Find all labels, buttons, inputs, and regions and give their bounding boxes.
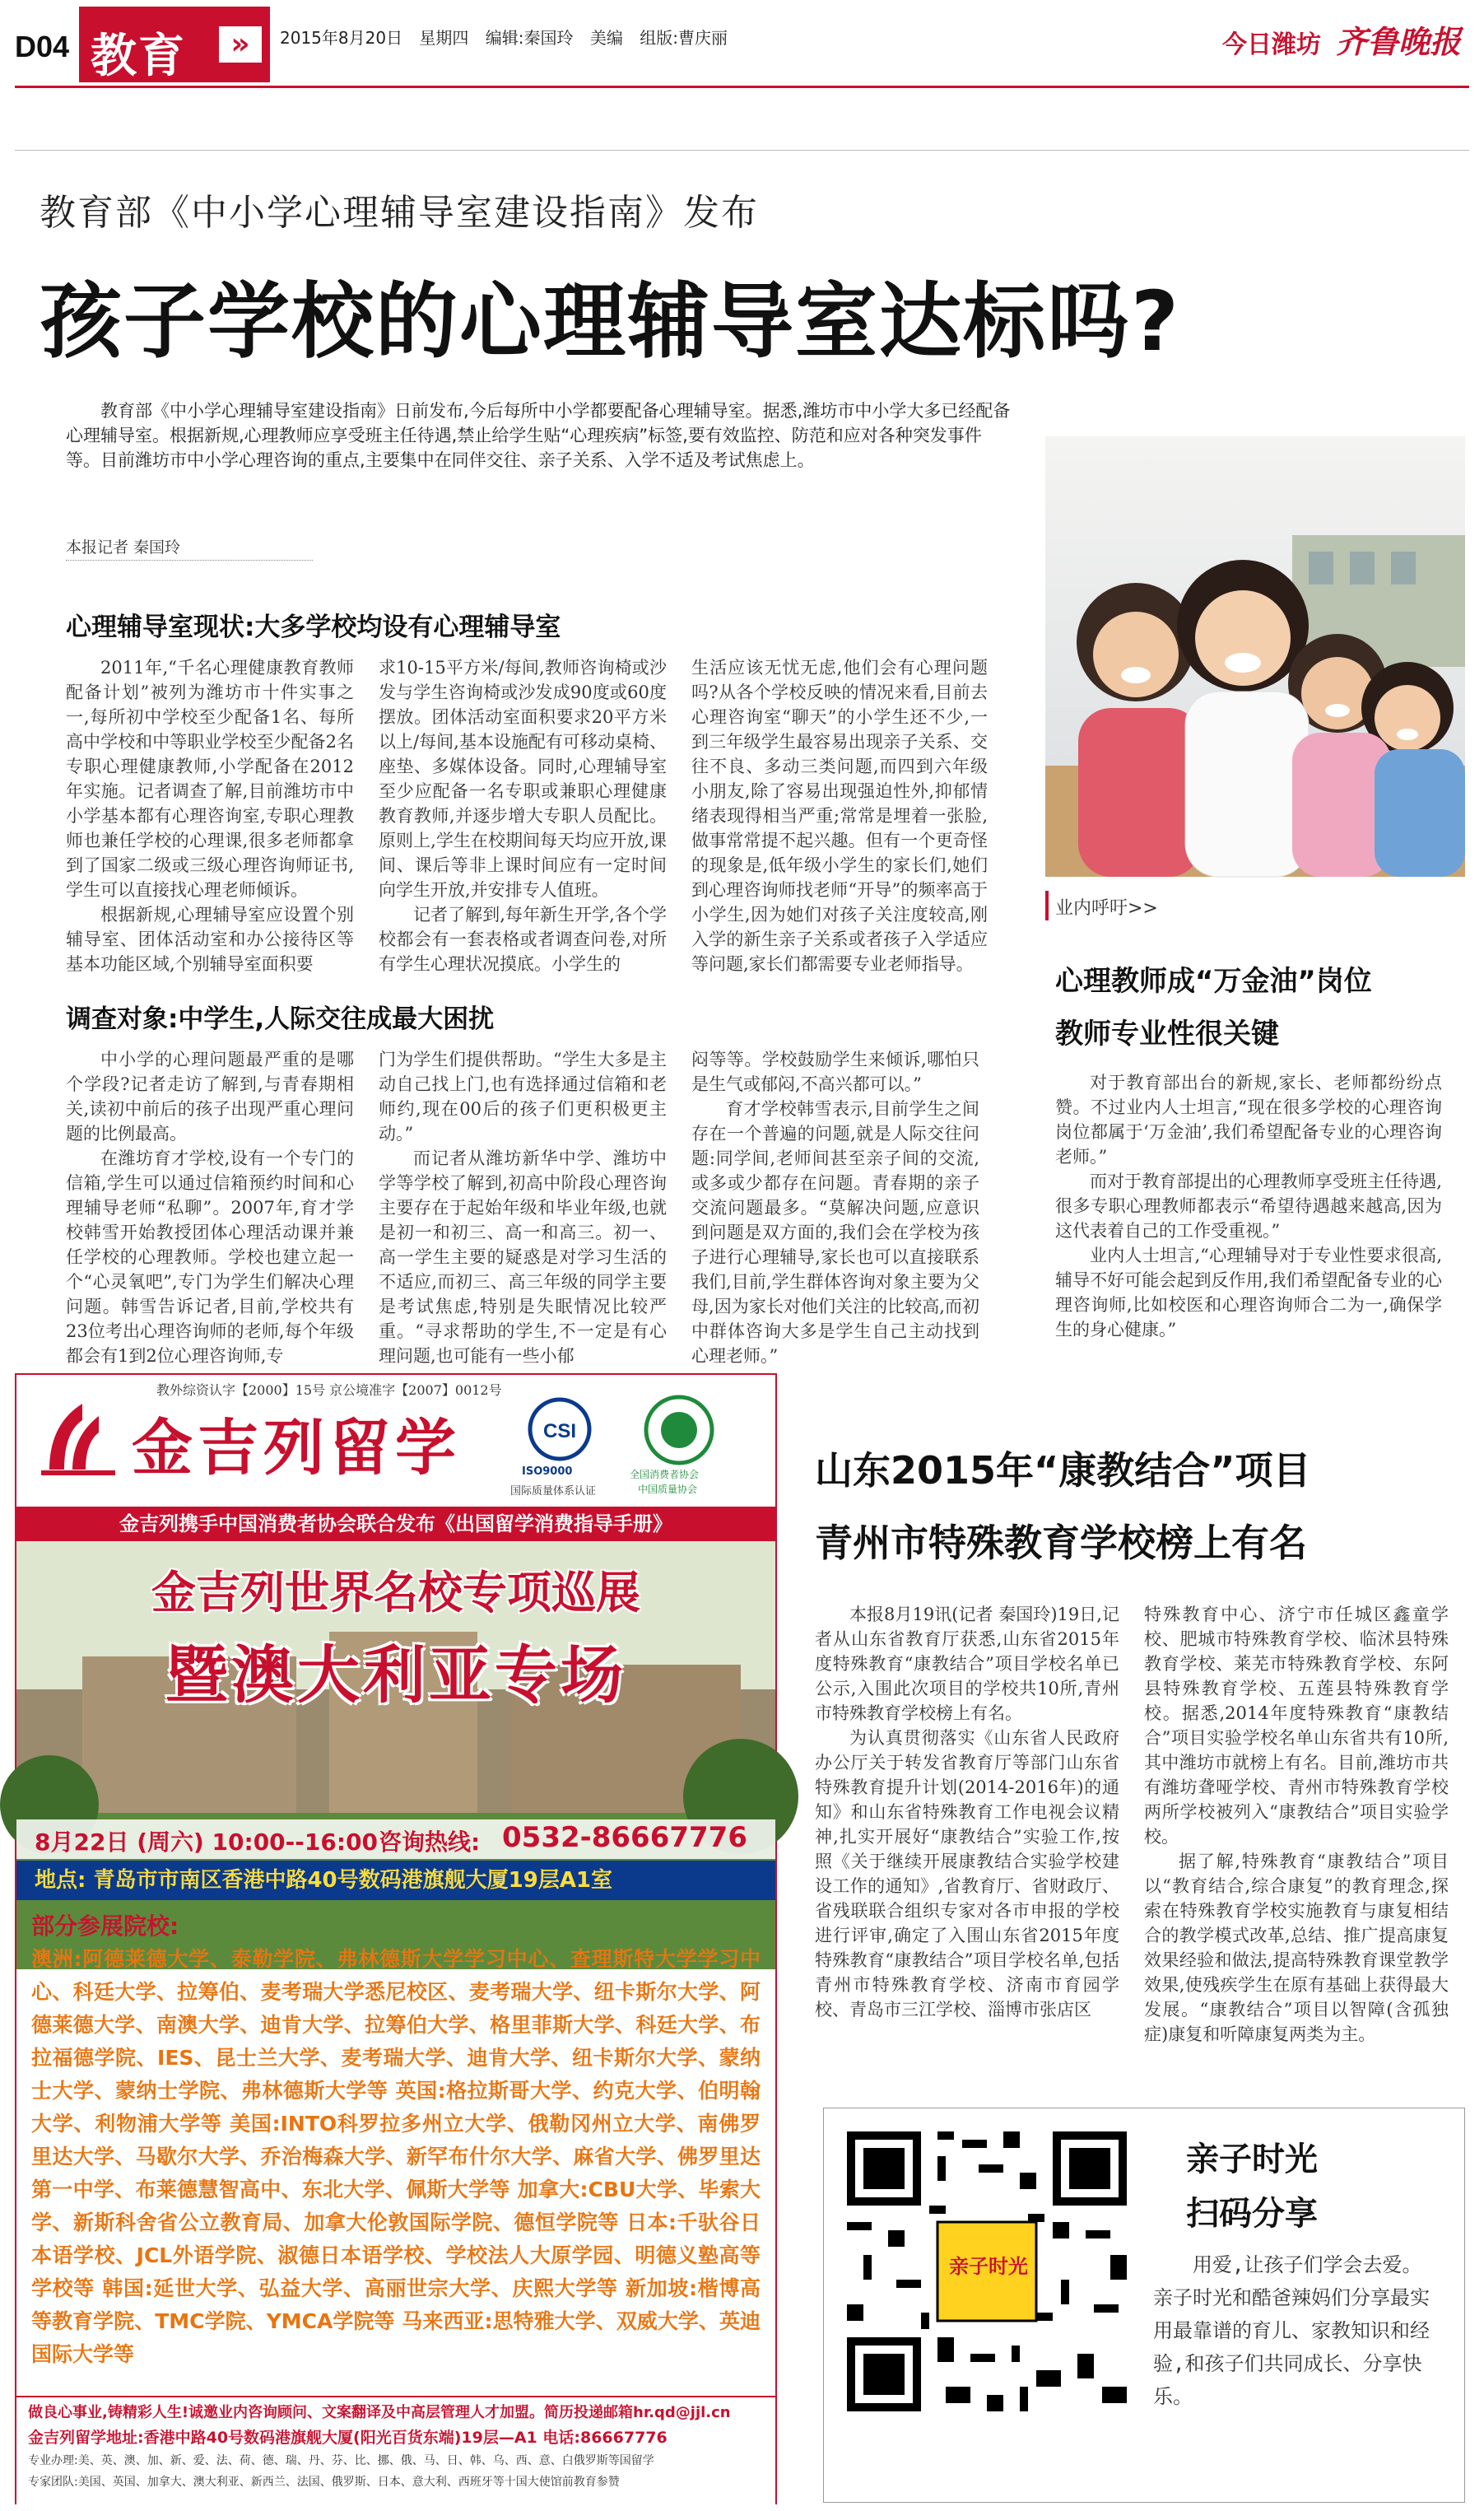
article2-title-2: 青州市特殊教育学校榜上有名 bbox=[815, 1521, 1307, 1565]
schools-singapore: 新加坡:楷博高等教育学院、TMC学院、YMCA学院等 bbox=[31, 2276, 761, 2333]
text-column bbox=[66, 1047, 354, 1366]
qr-description: 用爱,让孩子们学会去爱。亲子时光和酷爸辣妈们分享最实用最靠谱的育儿、家教知识和经验,和孩子们共同成长、分享快乐。 bbox=[1153, 2253, 1430, 2408]
ad-footer-address: 金吉列留学地址:香港中路40号数码港旗舰大厦(阳光百货东端)19层—A1 电话:86667776 bbox=[28, 2429, 668, 2447]
paragraph: 对于教育部出台的新规,家长、老师都纷纷点赞。不过业内人士坦言,“现在很多学校的心理咨询岗位都属于‘万金油’,我们希望配备专业的心理咨询老师。” bbox=[1055, 1073, 1442, 1167]
article2-title-1: 山东2015年“康教结合”项目 bbox=[815, 1448, 1311, 1493]
event-datetime: 8月22日 (周六) 10:00--16:00 bbox=[35, 1829, 379, 1856]
paragraph: 据了解,特殊教育“康教结合”项目以“教育结合,综合康复”的教育理念,探索在特殊教育学校实施教育与康复相结合的教学模式改革,总结、推广提高康复效果经验和做法,提高特殊教育课堂教学效果,使残疾学生在原有基础上获得最大发展。“康教结合”项目以智障(含孤独症)康复和听障康复两类为主。 bbox=[1144, 1852, 1449, 2044]
ad-footer bbox=[16, 2396, 775, 2504]
side-text bbox=[1055, 1070, 1442, 1342]
iso-cert-icon bbox=[527, 1396, 593, 1462]
intro-paragraph: 教育部《中小学心理辅导室建设指南》日前发布,今后每所中小学都要配备心理辅导室。据悉,潍坊市中小学大多已经配备心理辅导室。根据新规,心理教师应享受班主任待遇,禁止给学生贴“心理疾病”标签,要有效监控、防范和应对各种突发事件等。目前潍坊市中小学心理咨询的重点,主要集中在同伴交往、亲子关系、入学不适及考试焦虑上。 bbox=[66, 401, 1011, 470]
event-date-bar bbox=[16, 1819, 775, 1859]
article-intro bbox=[66, 398, 1012, 505]
hotline-label: 咨询热线: bbox=[379, 1829, 481, 1856]
paragraph: 业内人士坦言,“心理辅导对于专业性要求很高,辅导不好可能会起到反作用,我们希望配备专业的心理咨询师,比如校医和心理咨询师合二为一,确保学生的身心健康。” bbox=[1055, 1246, 1442, 1339]
article-title: 孩子学校的心理辅导室达标吗? bbox=[40, 273, 1181, 370]
schools-heading: 部分参展院校: bbox=[31, 1912, 179, 1940]
header-rule bbox=[15, 86, 1469, 88]
ad-footer-services: 专业办理:美、英、澳、加、新、爱、法、荷、德、瑞、丹、芬、比、挪、俄、马、日、韩、乌、西、意、白俄罗斯等国留学 bbox=[28, 2454, 654, 2467]
section-tag bbox=[79, 7, 270, 82]
schools-us: 美国:INTO科罗拉多州立大学、俄勒冈州立大学、南佛罗里达大学、马歇尔大学、乔治梅森大学、新罕布什尔大学、麻省大学、佛罗里达第一中学、布莱德慧智高中、东北大学、佩斯大学等 bbox=[31, 2112, 761, 2201]
paragraph: 门为学生们提供帮助。“学生大多是主动自己找上门,也有选择通过信箱和老师约,现在00后的孩子们更积极更主动。” bbox=[379, 1050, 667, 1144]
event-address: 地点: 青岛市市南区香港中路40号数码港旗舰大厦19层A1室 bbox=[35, 1868, 613, 1893]
paragraph: 生活应该无忧无虑,他们会有心理问题吗?从各个学校反映的情况来看,目前去心理咨询室“聊天”的小学生还不少,一到三年级学生最容易出现亲子关系、交往不良、多动三类问题,而四到六年级小朋友,除了容易出现强迫性外,抑郁情绪表现得相当严重;常常是埋着一张脸,做事常常提不起兴趣。但有一个更奇怪的现象是,低年级小学生的家长们,她们到心理咨询师找老师“开导”的频率高于小学生,因为她们对孩子关注度较高,刚入学的新生亲子关系或者孩子入学适应等问题,家长们都需要专业老师指导。 bbox=[691, 658, 988, 974]
qr-title-2: 扫码分享 bbox=[1186, 2195, 1318, 2233]
brand-logo-icon bbox=[33, 1391, 123, 1482]
study-abroad-ad[interactable] bbox=[15, 1373, 777, 2504]
brand-logo: 齐鲁晚报 bbox=[1335, 23, 1461, 60]
event-title-1: 金吉列世界名校专项巡展 bbox=[151, 1567, 640, 1619]
qr-logo-text: 亲子时光 bbox=[949, 2255, 1028, 2278]
text-column bbox=[379, 1047, 667, 1366]
assoc-label-2: 中国质量协会 bbox=[638, 1484, 698, 1495]
ad-banner-text: 金吉列携手中国消费者协会联合发布《出国留学消费指导手册》 bbox=[119, 1512, 672, 1535]
paragraph: 而对于教育部提出的心理教师享受班主任待遇,很多专职心理教师都表示“希望待遇越来越高,因为这代表着自己的工作受重视。” bbox=[1055, 1172, 1442, 1241]
ad-brand: 金吉列留学 bbox=[132, 1413, 461, 1484]
event-title-2: 暨澳大利亚专场 bbox=[165, 1638, 626, 1712]
svg-text:CSI: CSI bbox=[542, 1420, 577, 1442]
paragraph: 2011年,“千名心理健康教育教师配备计划”被列为潍坊市十件实事之一,每所初中学校至少配备1名、每所高中学校和中等职业学校至少配备2名专职心理健康教师,小学配备在2012年实施。记者调查了解,目前潍坊市中小学基本都有心理咨询室,专职心理教师也兼任学校的心理课,很多老师都拿到了国家二级或三级心理咨询师证书,学生可以直接找心理老师倾诉。 bbox=[66, 658, 354, 900]
event-address-bar bbox=[16, 1861, 775, 1900]
kids-photo-illustration bbox=[1045, 436, 1465, 877]
schools-canada: 加拿大:CBU大学、毕索大学、新斯科舍省公立教育局、加拿大伦敦国际学院、德恒学院等 bbox=[31, 2178, 761, 2234]
consumer-assoc-icon bbox=[642, 1393, 716, 1467]
schools-korea: 韩国:延世大学、弘益大学、高丽世宗大学、庆熙大学等 bbox=[102, 2276, 618, 2300]
text-column bbox=[379, 655, 667, 993]
text-column bbox=[691, 1047, 979, 1366]
section-arrow-icon: » bbox=[219, 26, 262, 63]
paragraph: 闷等等。学校鼓励学生来倾诉,哪怕只是生气或郁闷,不高兴都可以。” bbox=[691, 1050, 979, 1094]
text-column bbox=[66, 655, 354, 993]
ad-license: 教外综资认字【2000】15号 京公境准字【2007】0012号 bbox=[156, 1382, 502, 1398]
section-heading-1: 心理辅导室现状:大多学校均设有心理辅导室 bbox=[66, 613, 561, 642]
text-column bbox=[1144, 1602, 1449, 2071]
qr-title-1: 亲子时光 bbox=[1186, 2141, 1318, 2178]
cert-label: 国际质量体系认证 bbox=[510, 1485, 597, 1498]
paragraph: 本报8月19讯(记者 秦国玲)19日,记者从山东省教育厅获悉,山东省2015年度特殊教育“康教结合”项目学校名单已公示,入围此次项目的学校共10所,青州市特殊教育学校榜上有名。 bbox=[815, 1605, 1119, 1723]
text-column bbox=[691, 655, 988, 993]
paragraph: 育才学校韩雪表示,目前学生之间存在一个普遍的问题,就是人际交往问题:同学间,老师间甚至亲子间的交流,或多或少都存在问题。青春期的亲子交流问题最多。“莫解决问题,应意识到问题是双方面的,我们会在学校为孩子进行心理辅导,家长也可以直接联系我们,目前,学生群体咨询对象主要为父母,因为家长对他们关注的比较高,而初中群体咨询大多是学生自己主动找到心理老师。” bbox=[691, 1099, 979, 1366]
divider bbox=[15, 150, 1469, 151]
cert-code: ISO9000 bbox=[522, 1465, 573, 1478]
article-photo bbox=[1045, 436, 1465, 877]
schools-malaysia: 马来西亚:思特雅大学、双威大学、英迪国际大学等 bbox=[31, 2309, 761, 2366]
paragraph: 中小学的心理问题最严重的是哪个学段?记者走访了解到,与青春期相关,读初中前后的孩子出现严重心理问题的比例最高。 bbox=[66, 1050, 354, 1144]
kicker-marker bbox=[1045, 891, 1049, 920]
side-title-line-2: 教师专业性很关键 bbox=[1055, 1018, 1279, 1051]
page-number: D04 bbox=[15, 30, 70, 63]
paragraph: 特殊教育中心、济宁市任城区鑫童学校、肥城市特殊教育学校、临沭县特殊教育学校、莱芜市特殊教育学校、东阿县特殊教育学校、五莲县特殊教育学校。据悉,2014年度特殊教育“康教结合”项目实验学校名单山东省共有10所,其中潍坊市就榜上有名。目前,潍坊市共有潍坊聋哑学校、青州市特殊教育学校两所学校被列入“康教结合”项目实验学校。 bbox=[1144, 1605, 1449, 1847]
byline: 本报记者 秦国玲 bbox=[66, 538, 181, 557]
ad-footer-recruit: 做良心事业,铸精彩人生!诚邀业内咨询顾问、文案翻译及中高层管理人才加盟。简历投递邮箱hr.qd@jjl.cn bbox=[28, 2404, 731, 2421]
paragraph: 在潍坊育才学校,设有一个专门的信箱,学生可以通过信箱预约时间和心理辅导老师“私聊”。2007年,育才学校韩雪开始教授团体心理活动课并兼任学校的心理教师。学校也建立起一个“心灵氧吧”,专门为学生们解决心理问题。韩雪告诉记者,目前,学校共有23位考出心理咨询师的老师,每个年级都会有1到2位心理咨询师,专 bbox=[66, 1148, 354, 1366]
schools-uk: 英国:格拉斯哥大学、约克大学、伯明翰大学、利物浦大学等 bbox=[31, 2079, 761, 2136]
brand bbox=[1222, 16, 1461, 62]
byline-rule bbox=[66, 560, 313, 561]
paragraph: 而记者从潍坊新华中学、潍坊中学等学校了解到,初高中阶段心理咨询主要存在于起始年级和毕业年级,也就是初一和初三、高一和高三。初一、高一学生主要的疑惑是对学习生活的不适应,而初三、高三年级的同学主要是考试焦虑,特别是失眠情况比较严重。“寻求帮助的学生,不一定是有心理问题,也可能有一些小郁 bbox=[379, 1148, 667, 1366]
paragraph: 根据新规,心理辅导室应设置个别辅导室、团体活动室和办公接待区等基本功能区域,个别辅导室面积要 bbox=[66, 905, 354, 974]
schools-australia: 澳洲:阿德莱德大学、泰勒学院、弗林德斯大学学习中心、查理斯特大学学习中心、科廷大学、拉筹伯、麦考瑞大学悉尼校区、麦考瑞大学、纽卡斯尔大学、阿德莱德大学、南澳大学、迪肯大学、拉筹伯大学、格里菲斯大学、科廷大学、布拉福德学院、IES、昆士兰大学、麦考瑞大学、迪肯大学、纽卡斯尔大学、蒙纳士大学、蒙纳士学院、弗林德斯大学等 bbox=[31, 1947, 761, 2103]
assoc-label-1: 全国消费者协会 bbox=[630, 1469, 700, 1480]
ad-footer-team: 专家团队:美国、英国、加拿大、澳大利亚、新西兰、法国、俄罗斯、日本、意大利、西班牙等十国大使馆前教育参赞 bbox=[28, 2476, 620, 2489]
paragraph: 记者了解到,每年新生开学,各个学校都会有一套表格或者调查问卷,对所有学生心理状况摸底。小学生的 bbox=[379, 905, 667, 974]
side-title-line-1: 心理教师成“万金油”岗位 bbox=[1055, 965, 1372, 998]
hotline-number[interactable]: 0532-86667776 bbox=[502, 1821, 747, 1854]
section-heading-2: 调查对象:中学生,人际交往成最大困扰 bbox=[66, 1004, 495, 1034]
article-subtitle: 教育部《中小学心理辅导室建设指南》发布 bbox=[40, 192, 759, 234]
text-column bbox=[815, 1602, 1119, 2071]
paragraph: 为认真贯彻落实《山东省人民政府办公厅关于转发省教育厅等部门山东省特殊教育提升计划(2014-2016年)的通知》和山东省特殊教育工作电视会议精神,扎实开展好“康教结合”实验工作,按照《关于继续开展康教结合实验学校建设工作的通知》,省教育厅、省财政厅、省残联联合组织专家对各市申报的学校进行评审,确定了入围山东省2015年度特殊教育“康教结合”项目学校名单,包括青州市特殊教育学校、济南市育园学校、青岛市三江学校、淄博市张店区 bbox=[815, 1728, 1119, 2020]
schools-japan: 日本:千驮谷日本语学校、JCL外语学院、淑德日本语学校、学校法人大原学园、明德义塾高等学校等 bbox=[31, 2211, 761, 2300]
paragraph: 求10-15平方米/每间,教师咨询椅或沙发与学生咨询椅或沙发成90度或60度摆放。团体活动室面积要求20平方米以上/每间,基本设施配有可移动桌椅、座垫、多媒体设备。同时,心理辅导室至少应配备一名专职或兼职心理健康教育教师,并逐步增大专职人员配比。原则上,学生在校期间每天均应开放,课间、课后等非上课时间应有一定时间向学生开放,并安排专人值班。 bbox=[379, 658, 667, 900]
ad-banner bbox=[16, 1507, 775, 1541]
issue-meta: 2015年8月20日 星期四 编辑:秦国玲 美编 组版:曹庆丽 bbox=[280, 28, 728, 48]
schools-list bbox=[31, 1943, 761, 2388]
section-label: 教育 bbox=[91, 30, 186, 83]
qr-share-box bbox=[823, 2108, 1465, 2503]
brand-edition: 今日潍坊 bbox=[1221, 30, 1321, 59]
side-kicker: 业内呼吁>> bbox=[1055, 898, 1158, 919]
